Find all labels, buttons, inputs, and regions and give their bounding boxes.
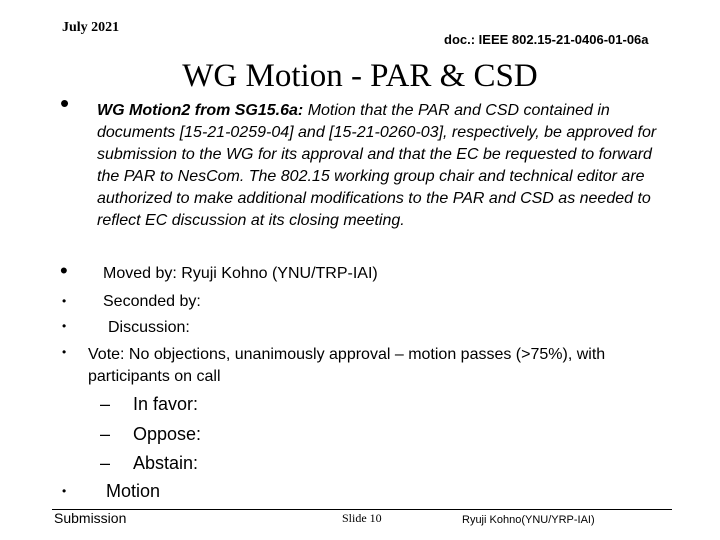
dash-icon: – <box>100 424 111 444</box>
footer-submission: Submission <box>54 510 127 526</box>
seconded-by: Seconded by: <box>103 293 201 310</box>
tally-oppose: Oppose: <box>133 424 202 444</box>
moved-by: Moved by: Ryuji Kohno (YNU/TRP-IAI) <box>103 265 378 282</box>
bullet-icon: • <box>60 88 70 118</box>
tally-abstain: Abstain: <box>133 453 199 473</box>
slide-title: WG Motion - PAR & CSD <box>182 58 538 94</box>
bullet-icon: • <box>62 319 67 333</box>
motion-label: Motion <box>106 481 161 501</box>
motion-lead: WG Motion2 from SG15.6a: <box>97 102 304 119</box>
header-date: July 2021 <box>62 20 120 35</box>
header-doc-id: doc.: IEEE 802.15-21-0406-01-06a <box>444 32 649 47</box>
bullet-icon: • <box>62 345 67 359</box>
discussion: Discussion: <box>108 319 190 336</box>
motion-text <box>97 100 672 232</box>
dash-icon: – <box>100 453 111 473</box>
footer-divider <box>52 509 672 510</box>
motion-body: Motion that the PAR and CSD contained in documents [15-21-0259-04] and [15-21-0260-03], respectively, be approved for submission to the WG for its approval and that the EC be requested to forward the PAR to NesCom. The 802.15 working group chair and technical editor are authorized to make additional modifications to the PAR and CSD as needed to reflect EC discussion at its closing meeting. <box>97 102 657 229</box>
footer-author: Ryuji Kohno(YNU/YRP-IAI) <box>462 514 595 526</box>
dash-icon: – <box>100 394 111 414</box>
bullet-icon: • <box>62 294 67 308</box>
footer-slide-number: Slide 10 <box>342 511 382 525</box>
vote-result: Vote: No objections, unanimously approval – motion passes (>75%), with participants on call <box>88 346 606 385</box>
bullet-icon: • <box>62 484 67 498</box>
bullet-icon: • <box>60 258 68 283</box>
tally-favor: In favor: <box>133 394 199 414</box>
